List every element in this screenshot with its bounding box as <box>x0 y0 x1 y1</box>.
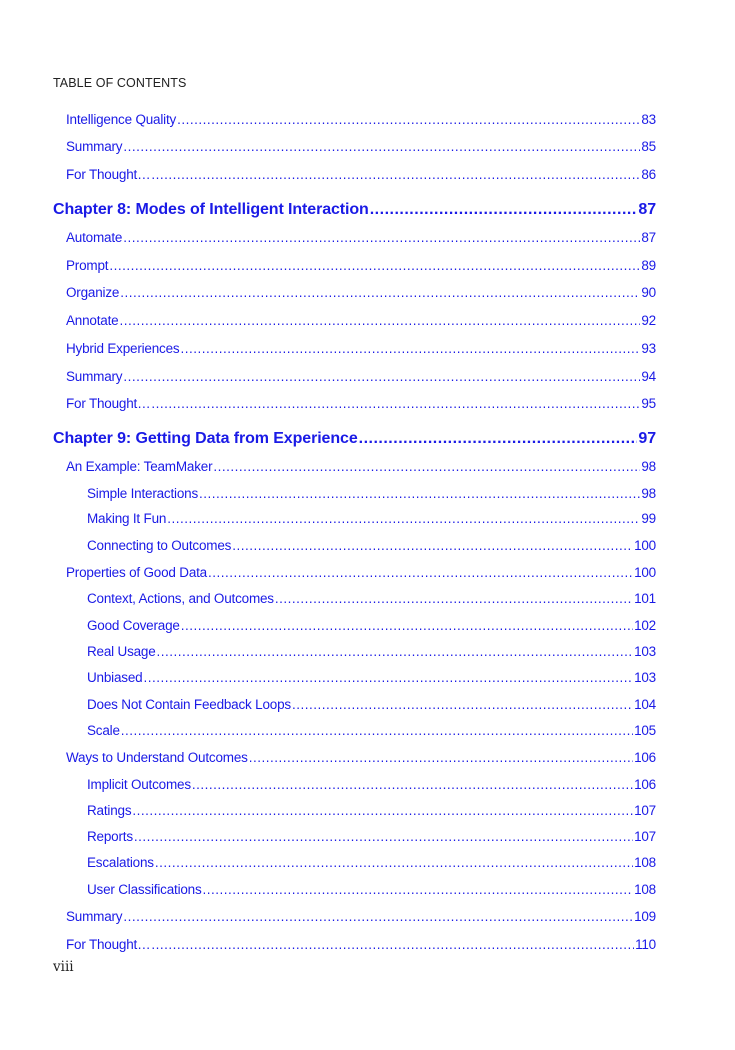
toc-entry-title: Summary <box>66 909 123 924</box>
toc-entry-title: Good Coverage <box>87 618 180 633</box>
toc-entry-title: Real Usage <box>87 644 156 659</box>
dot-leader <box>199 486 640 501</box>
dot-leader <box>181 618 633 633</box>
toc-entry-title: Does Not Contain Feedback Loops <box>87 697 291 712</box>
toc-entry[interactable] <box>87 591 656 606</box>
toc-entry-title: Automate <box>66 230 123 245</box>
toc-entry[interactable] <box>87 723 656 738</box>
toc-entry[interactable] <box>87 670 656 685</box>
toc-entry-title: Chapter 8: Modes of Intelligent Interaction <box>53 201 369 218</box>
dot-leader <box>143 670 633 685</box>
toc-entry-page: 106 <box>634 777 656 792</box>
toc-entry-page: 94 <box>641 369 656 384</box>
toc-chapter-entry[interactable] <box>53 201 656 219</box>
dot-leader <box>249 750 633 765</box>
toc-entry[interactable] <box>66 396 656 411</box>
toc-entry-page: 89 <box>641 258 656 273</box>
toc-chapter-entry[interactable] <box>53 430 656 448</box>
toc-entry-page: 86 <box>641 167 656 182</box>
toc-entry-page: 97 <box>638 430 656 447</box>
toc-entry-page: 87 <box>641 230 656 245</box>
toc-entry-page: 90 <box>641 285 656 300</box>
dot-leader <box>157 644 634 659</box>
toc-entry[interactable] <box>66 230 656 245</box>
toc-entry-page: 103 <box>634 644 656 659</box>
dot-leader <box>120 285 640 300</box>
toc-entry-title: Escalations <box>87 855 154 870</box>
toc-entry-title: Implicit Outcomes <box>87 777 191 792</box>
toc-entry-title: Summary <box>66 369 123 384</box>
toc-entry-page: 108 <box>634 882 656 897</box>
dot-leader <box>123 230 640 245</box>
toc-entry[interactable] <box>66 341 656 356</box>
toc-entry-title: Simple Interactions <box>87 486 199 501</box>
toc-entry[interactable] <box>87 803 656 818</box>
toc-entry-page: 85 <box>641 139 656 154</box>
toc-entry-page: 108 <box>634 855 656 870</box>
toc-entry-title: Prompt <box>66 258 109 273</box>
toc-entry-title: Summary <box>66 139 123 154</box>
toc-entry-page: 100 <box>634 565 656 580</box>
toc-entry[interactable] <box>87 882 656 897</box>
dot-leader <box>232 538 633 553</box>
toc-entry[interactable] <box>66 459 656 474</box>
toc-entry-title: User Classifications <box>87 882 202 897</box>
toc-entry[interactable] <box>87 644 656 659</box>
toc-entry[interactable] <box>66 112 656 127</box>
toc-entry-page: 92 <box>641 313 656 328</box>
toc-entry[interactable] <box>66 258 656 273</box>
dot-leader <box>121 723 633 738</box>
toc-entry[interactable] <box>66 565 656 580</box>
dot-leader <box>151 937 634 952</box>
dot-leader <box>123 139 640 154</box>
toc-entry[interactable] <box>66 750 656 765</box>
dot-leader <box>155 855 633 870</box>
toc-entry-title: For Thought… <box>66 167 151 182</box>
toc-entry-page: 87 <box>638 201 656 218</box>
toc-entry-title: Ways to Understand Outcomes <box>66 750 248 765</box>
dot-leader <box>275 591 633 606</box>
toc-entry-title: Context, Actions, and Outcomes <box>87 591 274 606</box>
toc-entry-title: Ratings <box>87 803 132 818</box>
toc-entry-page: 103 <box>634 670 656 685</box>
toc-entry-page: 99 <box>641 511 656 526</box>
dot-leader <box>208 565 633 580</box>
toc-entry-page: 101 <box>634 591 656 606</box>
dot-leader <box>151 167 640 182</box>
toc-entry-title: Scale <box>87 723 120 738</box>
toc-entry-page: 105 <box>634 723 656 738</box>
dot-leader <box>203 882 634 897</box>
toc-entry-title: An Example: TeamMaker <box>66 459 213 474</box>
toc-entry[interactable] <box>66 369 656 384</box>
toc-entry-page: 98 <box>641 459 656 474</box>
dot-leader <box>109 258 640 273</box>
dot-leader <box>192 777 633 792</box>
toc-entry[interactable] <box>66 139 656 154</box>
toc-entry-page: 107 <box>634 803 656 818</box>
toc-entry-title: For Thought… <box>66 396 151 411</box>
toc-entry-title: Unbiased <box>87 670 143 685</box>
dot-leader <box>119 313 640 328</box>
toc-entry-title: Annotate <box>66 313 119 328</box>
dot-leader <box>167 511 640 526</box>
toc-entry[interactable] <box>87 777 656 792</box>
toc-entry[interactable] <box>87 511 656 526</box>
toc-entry-page: 110 <box>635 937 656 952</box>
toc-entry[interactable] <box>87 697 656 712</box>
toc-entry[interactable] <box>66 285 656 300</box>
toc-entry-title: Organize <box>66 285 120 300</box>
running-head: TABLE OF CONTENTS <box>53 76 187 90</box>
toc-entry-page: 104 <box>634 697 656 712</box>
dot-leader <box>370 201 638 219</box>
toc-entry-title: Making It Fun <box>87 511 167 526</box>
dot-leader <box>180 341 640 356</box>
dot-leader <box>123 369 640 384</box>
toc-entry-title: For Thought… <box>66 937 151 952</box>
toc-entry-page: 100 <box>634 538 656 553</box>
dot-leader <box>123 909 633 924</box>
toc-entry-page: 109 <box>634 909 656 924</box>
dot-leader <box>292 697 633 712</box>
toc-entry-page: 95 <box>641 396 656 411</box>
dot-leader <box>359 430 638 448</box>
toc-entry[interactable] <box>87 486 656 501</box>
toc-entry[interactable] <box>66 313 656 328</box>
dot-leader <box>151 396 640 411</box>
toc-entry-title: Reports <box>87 829 133 844</box>
toc-entry[interactable] <box>66 909 656 924</box>
dot-leader <box>132 803 633 818</box>
toc-entry-page: 107 <box>634 829 656 844</box>
toc-entry-title: Intelligence Quality <box>66 112 177 127</box>
toc-entry-title: Properties of Good Data <box>66 565 207 580</box>
toc-entry-title: Connecting to Outcomes <box>87 538 232 553</box>
toc-entry[interactable] <box>87 618 656 633</box>
dot-leader <box>177 112 640 127</box>
toc-entry[interactable] <box>66 167 656 182</box>
toc-entry-page: 106 <box>634 750 656 765</box>
toc-entry-page: 98 <box>641 486 656 501</box>
toc-entry-title: Chapter 9: Getting Data from Experience <box>53 430 358 447</box>
page-number: viii <box>53 959 74 975</box>
toc-entry-page: 83 <box>641 112 656 127</box>
toc-entry-page: 102 <box>634 618 656 633</box>
toc-entry[interactable] <box>87 829 656 844</box>
toc-entry[interactable] <box>87 855 656 870</box>
toc-entry[interactable] <box>66 937 656 952</box>
dot-leader <box>213 459 640 474</box>
toc-entry-title: Hybrid Experiences <box>66 341 180 356</box>
toc-entry[interactable] <box>87 538 656 553</box>
toc-entry-page: 93 <box>641 341 656 356</box>
dot-leader <box>134 829 633 844</box>
